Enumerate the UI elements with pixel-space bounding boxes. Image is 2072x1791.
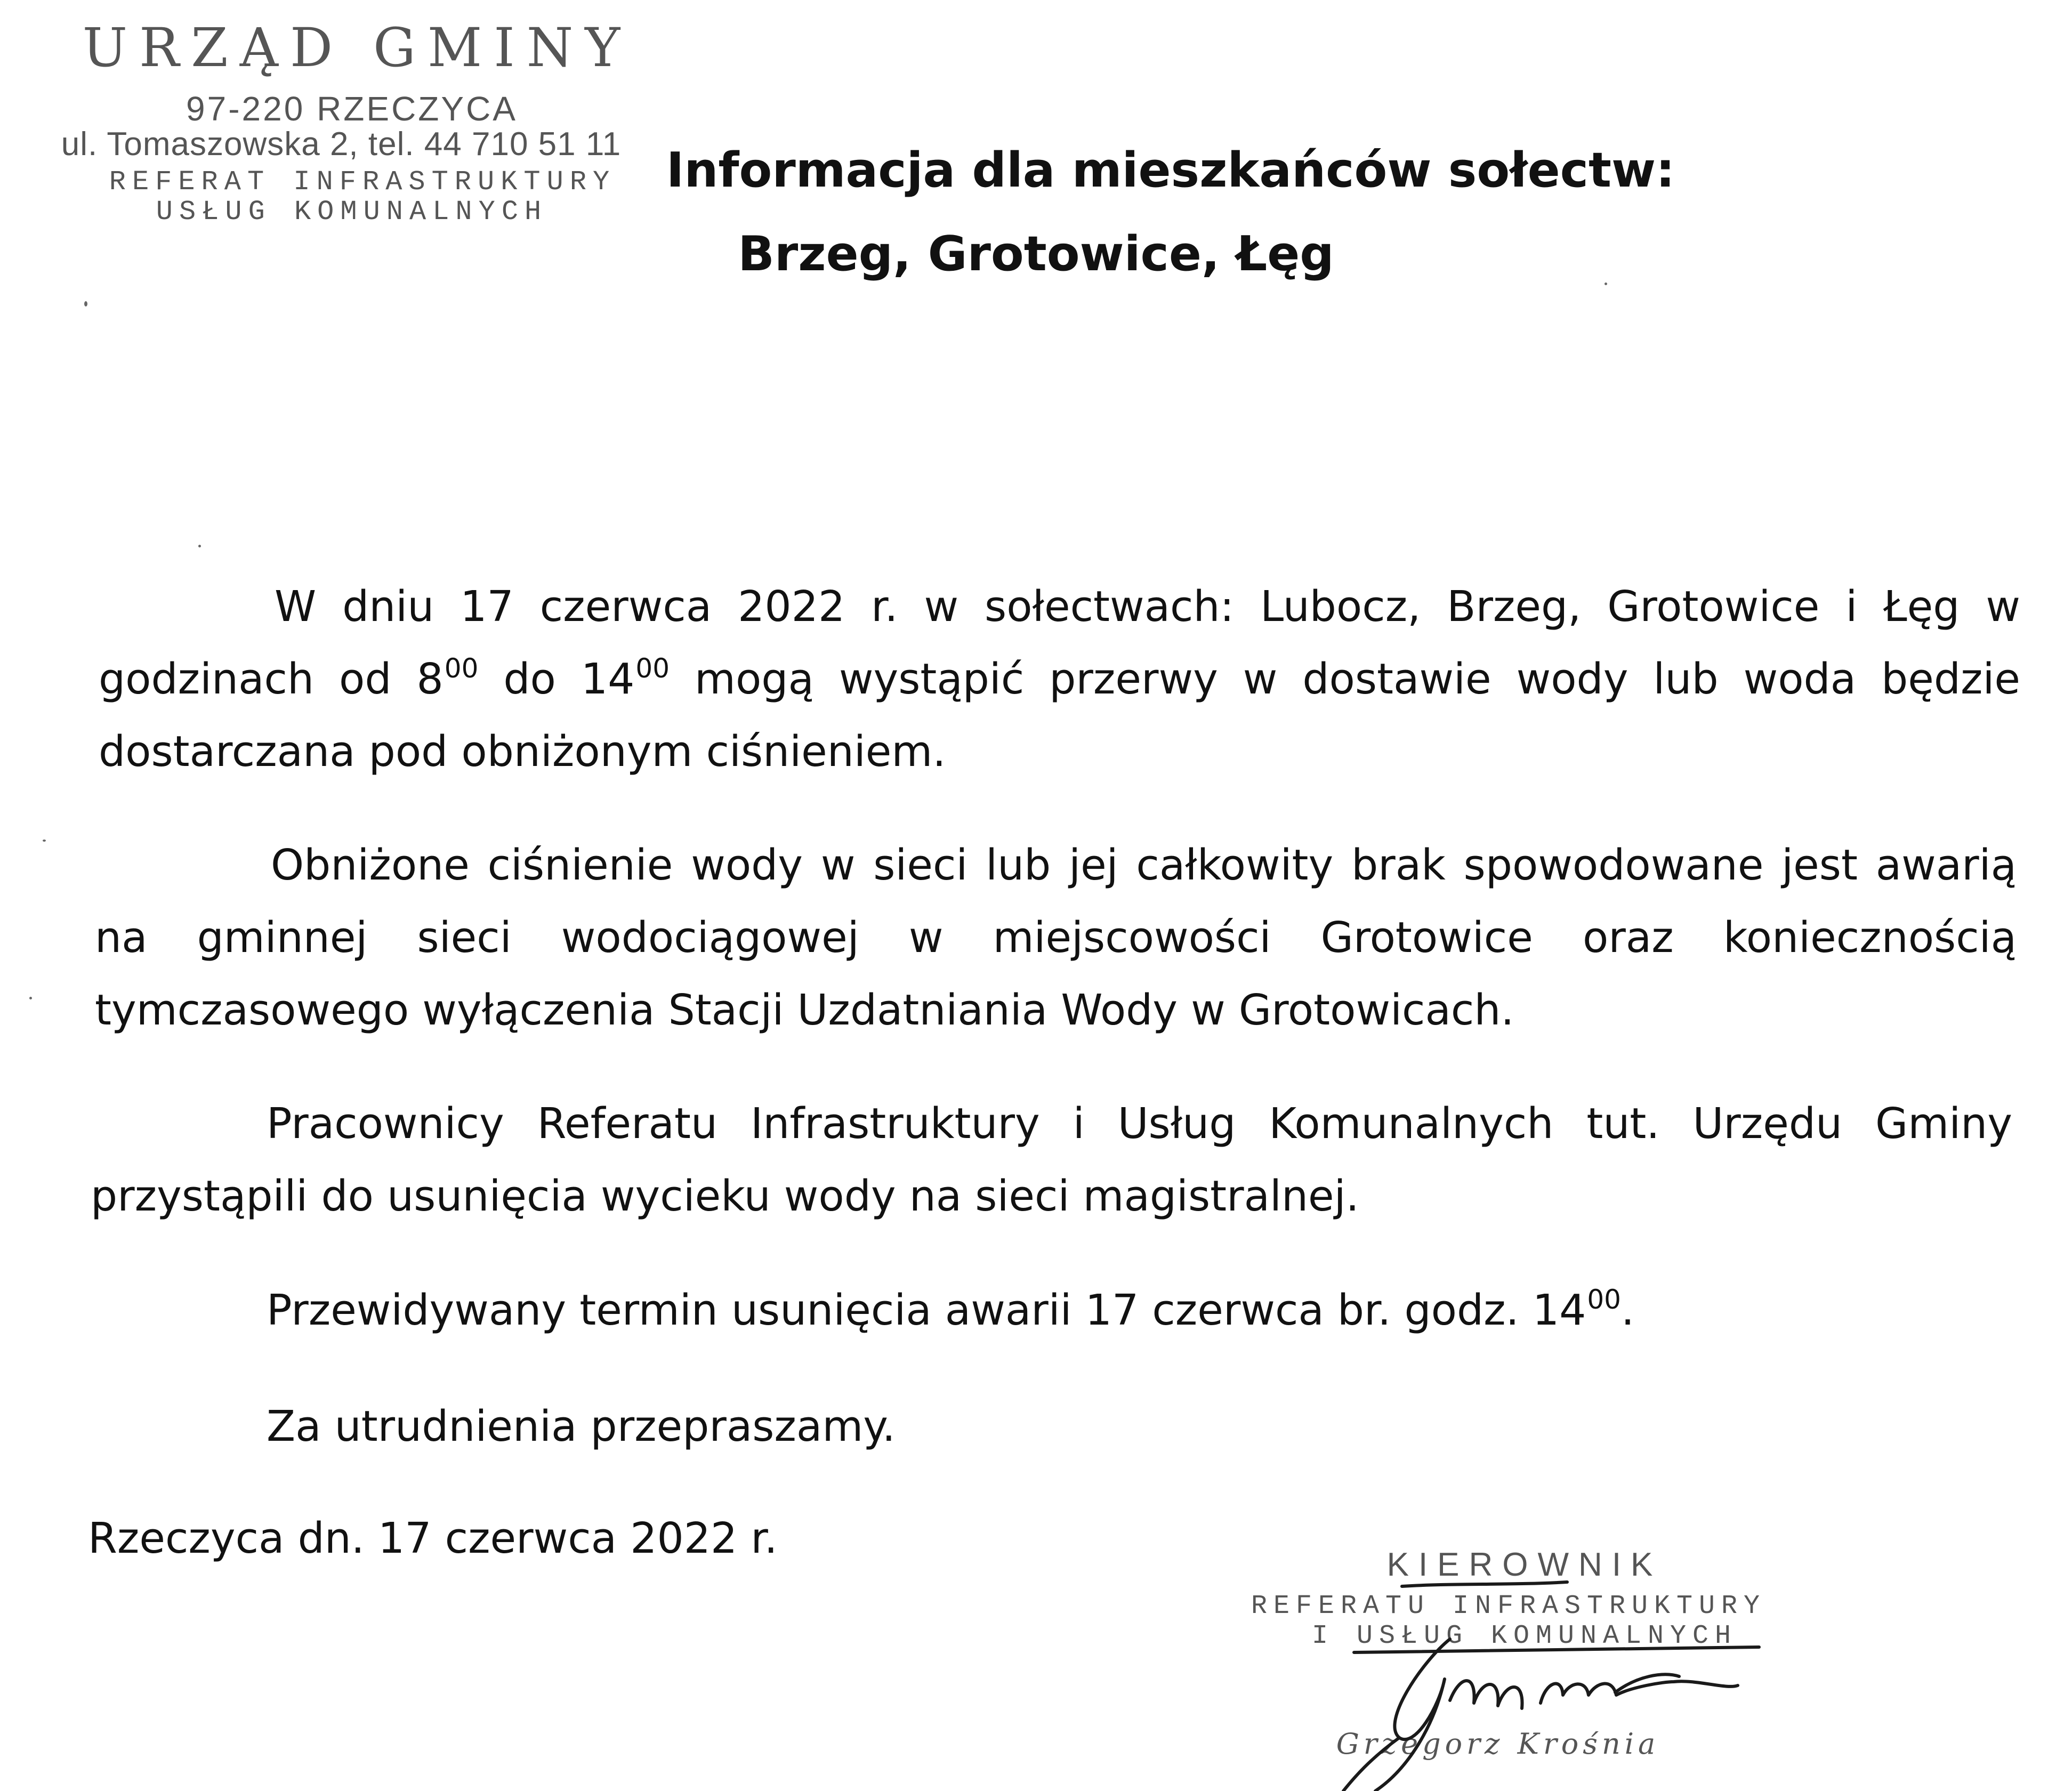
stamp-sign-dept-line1: REFERATU INFRASTRUKTURY <box>1251 1591 1767 1621</box>
scan-speck <box>84 301 87 306</box>
paragraph-1-text-c: mogą wystąpić przerwy w dostawie wody lub woda będzie dostarczana pod obniżonym ciśnieniem. <box>99 655 2021 776</box>
paragraph-expected-completion <box>91 1274 2012 1346</box>
paragraph-apology: Za utrudnienia przepraszamy. <box>267 1402 896 1451</box>
stamp-office-dept-line2: USŁUG KOMUNALNYCH <box>156 196 548 228</box>
scan-speck <box>1605 283 1607 285</box>
handwritten-signature <box>1290 1567 1770 1791</box>
paragraph-repair-works: Pracownicy Referatu Infrastruktury i Usług Komunalnych tut. Urzędu Gminy przystąpili do usunięcia wycieku wody na sieci magistralnej. <box>91 1099 2012 1221</box>
place-and-date: Rzeczyca dn. 17 czerwca 2022 r. <box>88 1514 778 1563</box>
paragraph-1-text-a: W dniu 17 czerwca 2022 r. w sołectwach: Lubocz, Brzeg, Grotowice i Łęg w godzinach od 8 <box>99 582 2020 704</box>
paragraph-cause: Obniżone ciśnienie wody w sieci lub jej całkowity brak spowodowane jest awarią na gminnej sieci wodociągowej w miejscowości Grotowice oraz koniecznością tymczasowego wyłączenia Stacji Uzdatniania Wody w Grotowicach. <box>95 841 2017 1035</box>
scan-speck <box>43 840 46 842</box>
stamp-sign-name: Grzegorz Krośnia <box>1336 1727 1660 1761</box>
scan-speck <box>29 997 32 999</box>
paragraph-1-text-b: do 14 <box>478 655 635 704</box>
paragraph-4-text-a: Przewidywany termin usunięcia awarii 17 czerwca br. godz. 14 <box>267 1286 1586 1335</box>
time-superscript: 00 <box>444 653 479 684</box>
stamp-office-title: URZĄD GMINY <box>82 17 632 79</box>
document-heading-line2: Brzeg, Grotowice, Łęg <box>738 226 1334 282</box>
stamp-office-address: ul. Tomaszowska 2, tel. 44 710 51 11 <box>61 126 622 163</box>
time-superscript: 00 <box>1587 1284 1621 1315</box>
stamp-office-dept-line1: REFERAT INFRASTRUKTURY <box>109 166 616 198</box>
time-superscript: 00 <box>635 653 670 684</box>
paragraph-4-text-b: . <box>1620 1286 1635 1335</box>
stamp-sign-title: KIEROWNIK <box>1386 1546 1663 1583</box>
stamp-office-postcode: 97-220 RZECZYCA <box>186 90 518 128</box>
stamp-sign-dept-line2: I USŁUG KOMUNALNYCH <box>1311 1621 1738 1651</box>
paragraph-outage-notice <box>99 570 2020 788</box>
document-heading-line1: Informacja dla mieszkańców sołectw: <box>666 142 1675 198</box>
office-stamp <box>61 17 640 228</box>
scan-speck <box>198 545 201 547</box>
